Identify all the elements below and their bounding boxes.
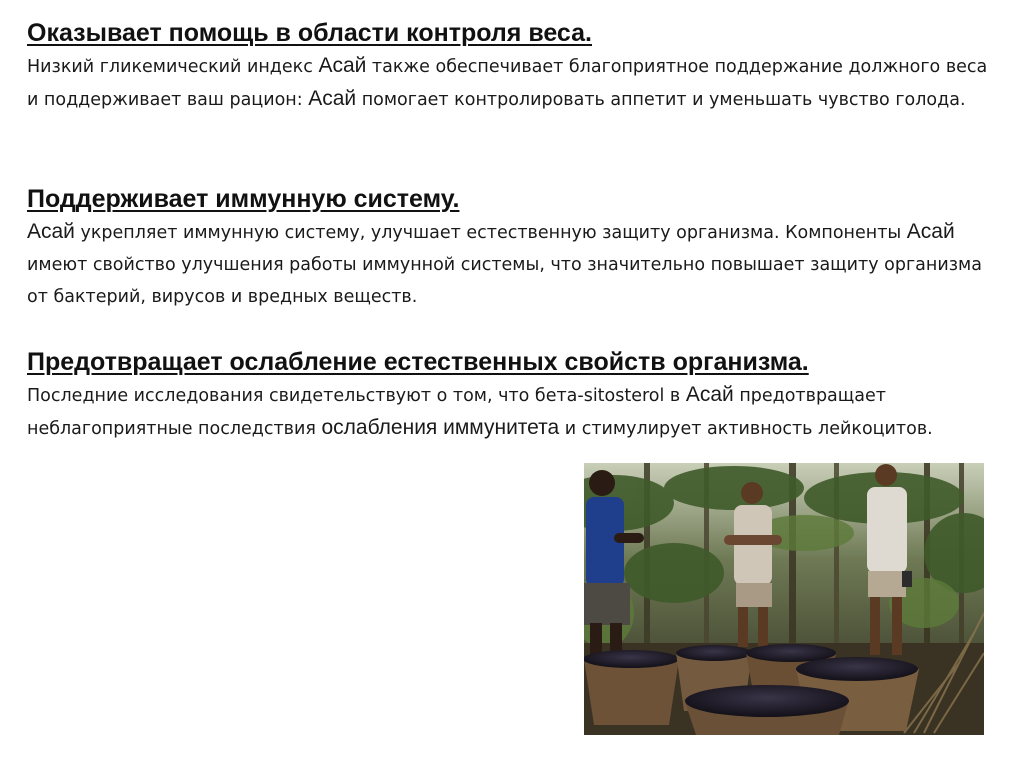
- section-body-protection: [27, 345, 1002, 445]
- section-body: [27, 50, 1002, 116]
- section-heading: Предотвращает ослабление естественных свойств организма.: [27, 348, 809, 376]
- body-text-fragment: Последние исследования свидетельствуют о том, что бета-sitosterol в: [27, 386, 686, 406]
- acai-term: Асай: [906, 220, 955, 243]
- body-text-fragment: также обеспечивает благоприятное поддержание должного веса и поддерживает ваш рацион:: [27, 57, 988, 110]
- body-text-fragment: укрепляет иммунную систему, улучшает естественную защиту организма. Компоненты: [74, 223, 907, 243]
- acai-harvest-photo: [584, 463, 984, 735]
- section-immune-support: [27, 182, 1002, 313]
- section-body: [27, 379, 1002, 445]
- section-body: [27, 216, 1002, 313]
- acai-term: Асай: [685, 383, 734, 406]
- acai-term: Асай: [308, 87, 357, 110]
- body-text-fragment: и стимулирует активность лейкоцитов.: [559, 419, 933, 439]
- section-heading: Поддерживает иммунную систему.: [27, 185, 460, 213]
- body-text-fragment: Низкий гликемический индекс: [27, 57, 319, 77]
- acai-term: ослабления иммунитета: [321, 416, 560, 439]
- acai-term: Асай: [27, 220, 75, 243]
- body-text-fragment: имеют свойство улучшения работы иммунной системы, что значительно повышает защиту организма от бактерий, вирусов и вредных веществ.: [27, 255, 982, 307]
- body-text-fragment: предотвращает неблагоприятные последствия: [27, 386, 886, 439]
- acai-term: Асай: [318, 54, 367, 77]
- section-heading: Оказывает помощь в области контроля веса.: [27, 19, 592, 47]
- body-text-fragment: помогает контролировать аппетит и уменьшать чувство голода.: [356, 90, 966, 110]
- section-weight-control: [27, 16, 1002, 116]
- acai-baskets: [584, 644, 919, 735]
- photo-illustration: [584, 463, 984, 735]
